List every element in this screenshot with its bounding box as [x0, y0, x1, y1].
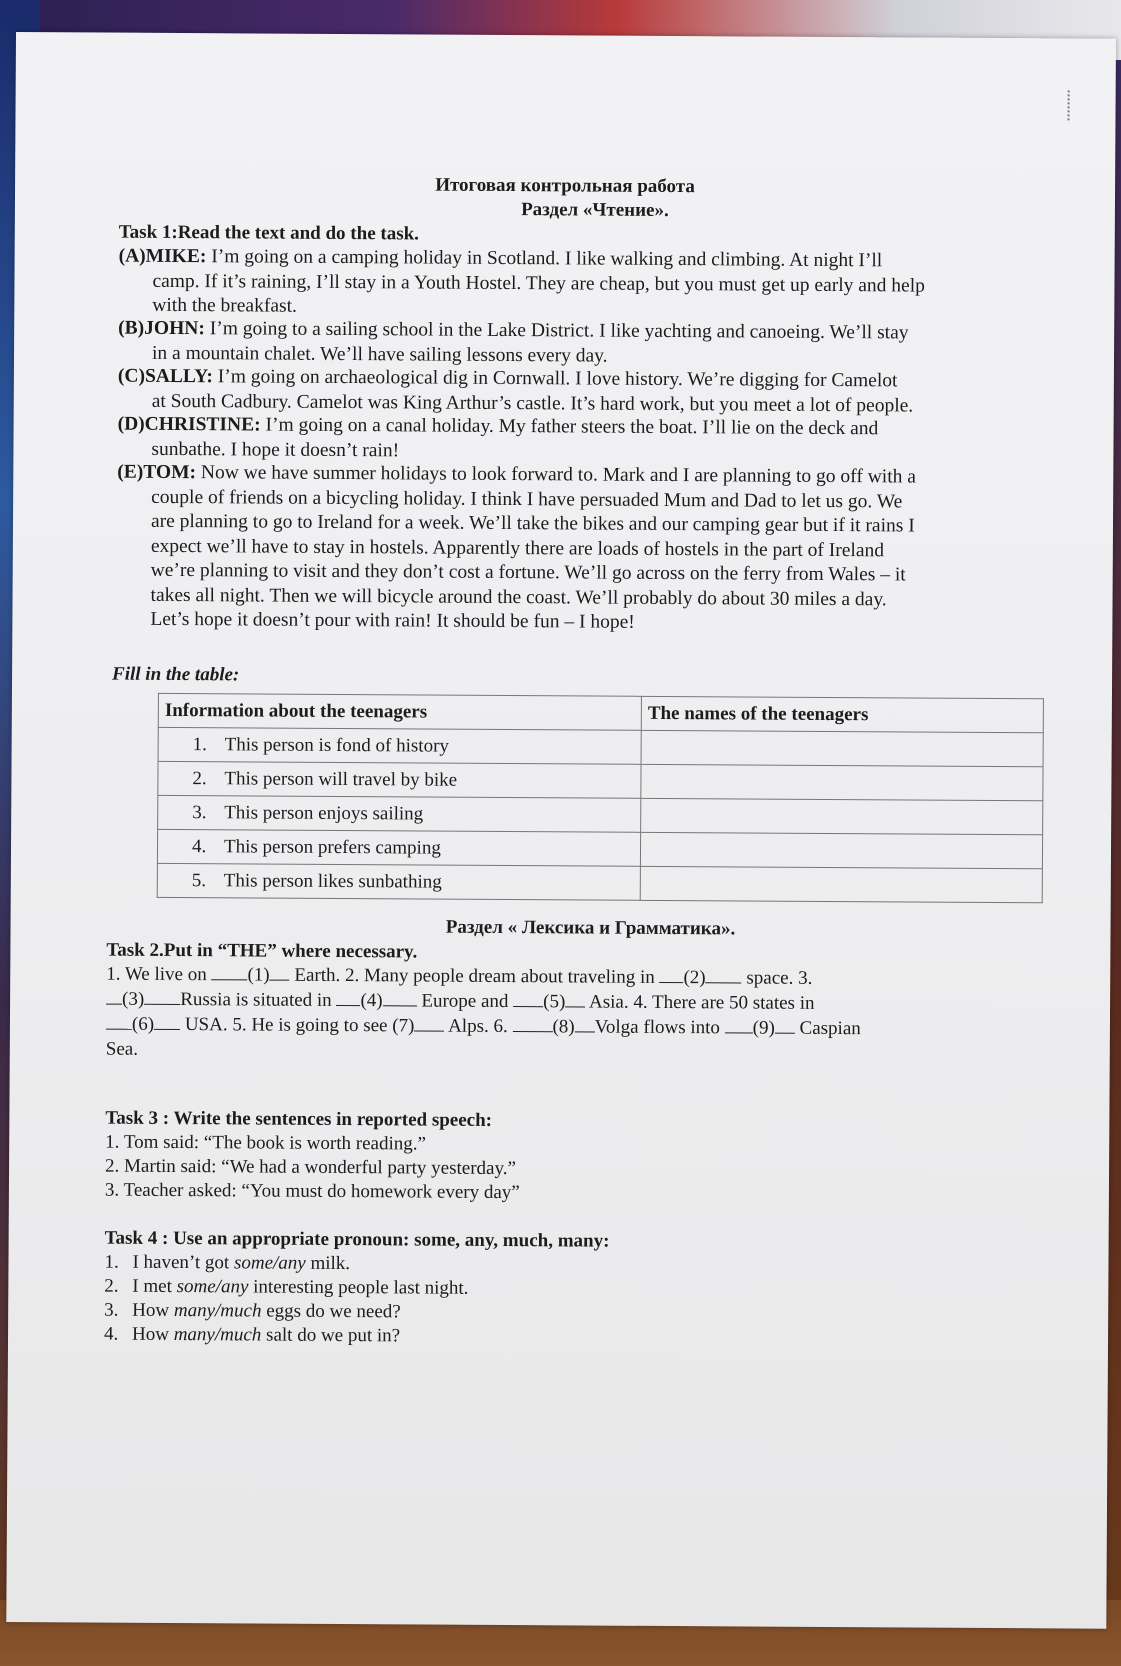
paragraph: [118, 365, 1038, 420]
paragraph-label: (D): [117, 413, 145, 435]
gap-label-8: (8): [552, 1016, 575, 1038]
gap-label-4: (4): [360, 990, 383, 1012]
paragraph-line: at South Cadbury. Camelot was King Arthur’s castle. It’s hard work, but you meet a lot of people.: [151, 390, 914, 416]
task3-title: Task 3 : Write the sentences in reported speech:: [105, 1107, 493, 1131]
blank: [575, 1031, 595, 1032]
worksheet-content: [6, 32, 1116, 1629]
info-cell: [158, 727, 641, 764]
task1-title: Task 1:Read the text and do the task.: [118, 221, 420, 245]
table-header-names: The names of the teenagers: [641, 696, 1043, 732]
paragraph: [118, 245, 1038, 324]
paragraph-line: sunbathe. I hope it doesn’t rain!: [151, 438, 400, 461]
section-reading-heading: Раздел «Чтение».: [521, 199, 669, 221]
task2-line-3: [106, 1013, 861, 1042]
task4-text: salt do we put in?: [261, 1324, 401, 1347]
gap-label-2: (2): [683, 967, 706, 989]
task2-text: USA. 5. He is going to see: [180, 1014, 393, 1037]
fill-table-label: Fill in the table:: [112, 663, 240, 686]
table-row: [157, 863, 1042, 902]
task4-text: How: [132, 1299, 174, 1321]
blank: [706, 982, 742, 983]
blank: [270, 980, 290, 981]
table-header-row: [158, 693, 1043, 732]
paragraph-text: Now we have summer holidays to look forward to. Mark and I are planning to go off with a: [200, 462, 917, 488]
task3-item: 1. Tom said: “The book is worth reading.”: [105, 1131, 427, 1155]
pronoun-options: many/much: [173, 1323, 262, 1346]
task2-title: Task 2.Put in “THE” where necessary.: [106, 939, 418, 963]
task2-text: Russia is situated in: [180, 989, 337, 1011]
task2-text: space. 3.: [741, 967, 813, 989]
table-body: [157, 727, 1043, 902]
info-cell: [157, 863, 640, 900]
row-number: 5.: [191, 869, 207, 891]
blank: [211, 979, 247, 980]
paragraph-text: I’m going on a camping holiday in Scotland. I like walking and climbing. At night I’ll: [211, 246, 883, 272]
task2-text: 1. We live on: [106, 963, 212, 986]
table-header-info: Information about the teenagers: [158, 693, 641, 730]
speaker-name: CHRISTINE:: [144, 413, 261, 436]
blank: [775, 1033, 795, 1034]
name-answer-cell[interactable]: [640, 832, 1042, 868]
blank: [336, 1005, 360, 1006]
row-number: 1.: [192, 733, 207, 755]
task4-text: eggs do we need?: [261, 1300, 401, 1323]
blank: [725, 1032, 753, 1033]
paragraph-line: Let’s hope it doesn’t pour with rain! It should be fun – I hope!: [150, 608, 635, 633]
name-answer-cell[interactable]: [640, 866, 1042, 902]
name-answer-cell[interactable]: [641, 764, 1043, 800]
task4-item: [104, 1323, 400, 1349]
blank: [144, 1004, 180, 1005]
blank: [106, 1004, 122, 1005]
gap-label-3: (3): [122, 988, 145, 1010]
gap-label-5: (5): [543, 991, 566, 1013]
task4-item: [104, 1251, 350, 1276]
row-text: This person likes sunbathing: [223, 869, 442, 893]
speaker-name: JOHN:: [144, 317, 205, 340]
teenagers-table: [157, 693, 1044, 903]
paragraph-line: in a mountain chalet. We’ll have sailing lessons every day.: [151, 342, 608, 367]
worksheet-paper: [6, 32, 1116, 1629]
task2-text: Volga flows into: [594, 1016, 725, 1039]
info-cell: [157, 829, 640, 866]
task2-text: Earth. 2. Many people dream about traveling in: [289, 964, 660, 988]
table-row: [158, 795, 1043, 834]
paragraph-line: couple of friends on a bicycling holiday. I think I have persuaded Mum and Dad to let us go. We: [151, 486, 903, 512]
table-row: [158, 727, 1043, 766]
task2-text: Asia. 4. There are 50 states in: [585, 991, 815, 1014]
name-answer-cell[interactable]: [641, 730, 1043, 766]
paragraph-line: we’re planning to visit and they don’t cost a fortune. We’ll go across on the ferry from Wales – it: [150, 559, 906, 586]
paragraph-line: takes all night. Then we will bicycle around the coast. We’ll probably do about 30 miles a day.: [150, 584, 887, 610]
task4-text: I met: [132, 1275, 177, 1298]
task4-item: [104, 1275, 468, 1301]
task4-text: I haven’t got: [132, 1251, 235, 1274]
blank: [565, 1006, 585, 1007]
blank: [154, 1029, 180, 1030]
pronoun-options: many/much: [173, 1299, 262, 1322]
blank: [659, 982, 683, 983]
blank: [513, 1006, 543, 1007]
gap-label-9: (9): [752, 1017, 775, 1039]
row-text: This person is fond of history: [224, 733, 450, 757]
gap-label-6: (6): [131, 1013, 155, 1035]
paragraph: [118, 317, 1038, 372]
task4-title: Task 4 : Use an appropriate pronoun: some, any, much, many:: [104, 1227, 610, 1252]
task3-item: 2. Martin said: “We had a wonderful party yesterday.”: [105, 1155, 517, 1180]
paragraph-label: (E): [117, 461, 144, 483]
blank: [414, 1030, 444, 1031]
paragraph: [116, 461, 1037, 638]
blank: [512, 1031, 552, 1032]
pronoun-options: some/any: [176, 1276, 249, 1298]
task4-num: 4.: [103, 1323, 119, 1345]
paragraph-line: with the breakfast.: [152, 294, 297, 317]
info-cell: [158, 761, 641, 798]
paragraph-line: are planning to go to Ireland for a week. We’ll take the bikes and our camping gear but if it rains I: [150, 510, 915, 537]
paragraph-text: I’m going on a canal holiday. My father steers the boat. I’ll lie on the deck and: [265, 414, 879, 440]
task2-line-2: [106, 988, 815, 1016]
task4-num: 1.: [104, 1251, 119, 1273]
row-text: This person will travel by bike: [224, 767, 458, 791]
gap-label-7: (7): [392, 1015, 415, 1037]
name-answer-cell[interactable]: [641, 798, 1043, 834]
task4-item: [104, 1299, 401, 1325]
paragraph-label: (C): [117, 365, 146, 387]
paragraph-line: camp. If it’s raining, I’ll stay in a Youth Hostel. They are cheap, but you must get up early and help: [152, 270, 925, 297]
speaker-name: MIKE:: [145, 245, 207, 268]
row-text: This person enjoys sailing: [224, 801, 424, 825]
pronoun-options: some/any: [233, 1252, 306, 1274]
row-text: This person prefers camping: [223, 835, 441, 859]
task2-text: Europe and: [416, 990, 514, 1013]
gap-label-1: (1): [247, 964, 270, 986]
row-number: 4.: [191, 835, 207, 857]
task3-item: 3. Teacher asked: “You must do homework every day”: [104, 1179, 520, 1204]
paragraph-text: I’m going on archaeological dig in Cornwall. I love history. We’re digging for Camelot: [217, 366, 898, 392]
speaker-name: TOM:: [143, 461, 197, 484]
section-grammar-heading: Раздел « Лексика и Грамматика».: [445, 916, 736, 940]
speaker-name: SALLY:: [144, 365, 213, 388]
paragraph-line: expect we’ll have to stay in hostels. Apparently there are loads of hostels in the part of Ireland: [150, 535, 885, 561]
row-number: 2.: [192, 767, 207, 789]
table-row: [157, 829, 1042, 868]
paragraph: [117, 413, 1037, 468]
task2-line-1: [106, 963, 812, 991]
paragraph-label: (A): [118, 245, 146, 267]
task4-text: milk.: [305, 1252, 351, 1275]
blank: [383, 1005, 417, 1006]
task2-text: Alps. 6.: [444, 1015, 513, 1038]
table-row: [158, 761, 1043, 800]
paragraph-text: I’m going to a sailing school in the Lake District. I like yachting and canoeing. We’ll stay: [209, 318, 909, 344]
paragraph-label: (B): [118, 317, 145, 339]
task4-text: interesting people last night.: [248, 1276, 469, 1299]
blank: [106, 1029, 132, 1030]
task2-line-4: Sea.: [105, 1038, 139, 1060]
task4-text: How: [131, 1323, 174, 1345]
task4-num: 3.: [104, 1299, 119, 1321]
task2-text: Caspian: [794, 1017, 861, 1040]
worksheet-title: Итоговая контрольная работа: [435, 174, 695, 198]
info-cell: [158, 795, 641, 832]
task4-num: 2.: [104, 1275, 119, 1297]
row-number: 3.: [192, 801, 207, 823]
